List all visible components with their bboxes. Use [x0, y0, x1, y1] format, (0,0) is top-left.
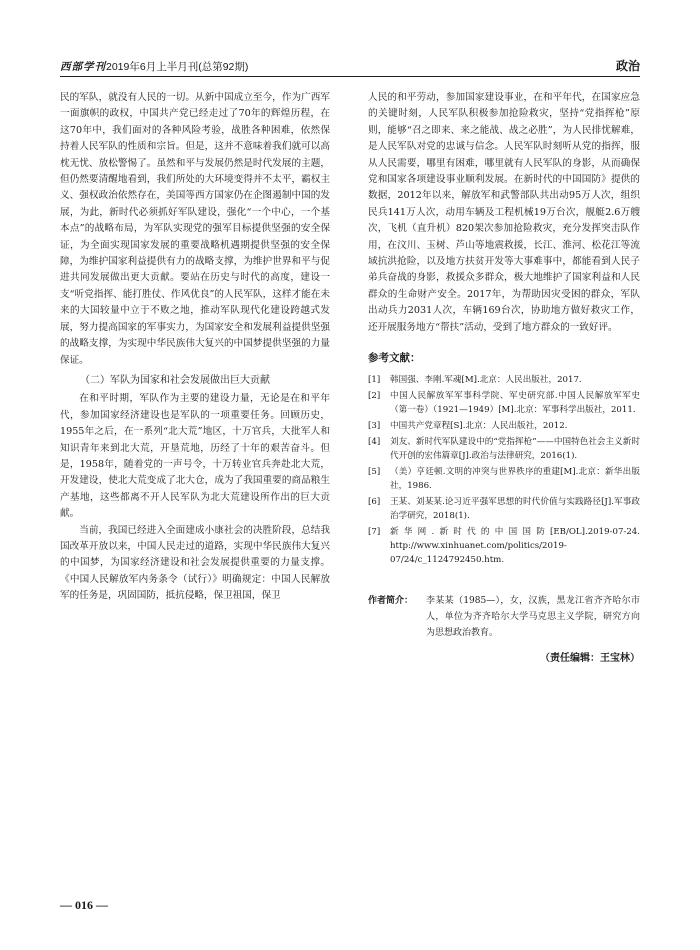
page-header: [60, 52, 640, 74]
reference-text: 韩国强、李刚.军魂[M].北京：人民出版社，2017.: [390, 374, 582, 385]
reference-text: 中国共产党章程[S].北京：人民出版社，2012.: [390, 420, 568, 431]
reference-number: [2]: [368, 390, 381, 401]
issue-info: 2019年6月上半月刊(总第92期): [106, 61, 249, 73]
reference-item: [368, 495, 640, 523]
right-paragraph-1: 人民的和平劳动，参加国家建设事业，在和平年代，在国家应急的关键时刻，人民军队积极参加抢险救灾，坚持“党指挥枪”原则，能够“召之即来、来之能战、战之必胜”，为人民排忧解难，是人民军队对党的忠诚与信念。人民军队时刻听从党的指挥，服从人民需要，哪里有困难，哪里就有人民军队的身影，从而确保党和国家各项建设事业顺利发展。在新时代的中国国防》提供的数据，2012年以来，解放军和武警部队共出动95万人次，组织民兵141万人次，动用车辆及工程机械19万台次，舰艇2.6万艘次，飞机（直升机）820架次参加抢险救灾，充分发挥突击队作用，在汶川、玉树、芦山等地震救援，长江、淮河、松花江等流域抗洪抢险，以及地方扶贫开发等大事难事中，都能看到人民子弟兵奋战的身影，救援众多群众，极大地维护了国家利益和人民群众的生命财产安全。2017年，为帮助因灾受困的群众，军队出动兵力2031人次，车辆169台次，协助地方做好救灾工作，还开展服务地方“帮扶”活动，受到了地方群众的一致好评。: [368, 92, 640, 333]
reference-number: [6]: [368, 496, 381, 507]
left-paragraph-3: 当前，我国已经进入全面建成小康社会的决胜阶段，总结我国改革开放以来，中国人民走过的道路，实现中华民族伟大复兴的中国梦，为国家经济建设和社会发展提供重要的力量支撑。《中国人民解放军内务条令（试行）》明确规定：中国人民解放军的任务是，巩固国防，抵抗侵略，保卫祖国，保卫: [60, 524, 330, 602]
left-paragraph-2: 在和平时期，军队作为主要的建设力量，无论是在和平年代，参加国家经济建设也是军队的一项重要任务。回顾历史，1955年之后，在一系列“北大荒”地区，十万官兵，大批军人和知识青年来到北大荒，开垦荒地，历经了十年的艰苦奋斗。但是，1958年，随着党的一声号令，十万转业官兵奔赴北大荒，开发建设，使北大荒变成了北大仓，成为了我国重要的商品粮生产基地，这些都离不开人民军队为北大荒建设所作出的巨大贡献。: [60, 393, 330, 520]
responsible-editor: （责任编辑：王宝林）: [540, 652, 640, 664]
reference-item: [368, 435, 640, 463]
reference-number: [1]: [368, 374, 381, 385]
reference-text: 中国人民解放军军事科学院、军史研究部.中国人民解放军军史（第一卷）（1921—1949）[M].北京：军事科学出版社，2011.: [390, 390, 640, 415]
reference-item: [368, 373, 640, 387]
reference-number: [5]: [368, 466, 381, 477]
right-column: [368, 90, 640, 667]
author-bio: [368, 593, 640, 641]
left-column: [60, 90, 330, 605]
references-title: 参考文献：: [368, 352, 421, 365]
reference-text: 新华网.新时代的中国国防[EB/OL].2019-07-24. http://www.xinhuanet.com/politics/2019-07/24/c_1124792450.htm.: [390, 526, 640, 565]
reference-text: 刘友、新时代军队建设中的“党指挥枪”——中国特色社会主义新时代开创的宏伟篇章[J].政治与法律研究，2016(1).: [390, 436, 640, 461]
reference-number: [4]: [368, 436, 381, 447]
reference-number: [7]: [368, 526, 381, 537]
reference-item: [368, 419, 640, 433]
journal-name: 西部学刊: [60, 61, 106, 73]
page-number: — 016 —: [60, 898, 108, 912]
header-rule: [60, 76, 640, 77]
references-list: [368, 373, 640, 567]
reference-item: [368, 465, 640, 493]
reference-text: （美）亨廷顿.文明的冲突与世界秩序的重建[M].北京：新华出版社，1986.: [390, 466, 640, 491]
left-paragraph-1: 民的军队，就没有人民的一切。从新中国成立至今，作为广西军一面旗帜的政权，中国共产党已经走过了70年的辉煌历程，在这70年中，我们面对的各种风险考验，战胜各种困难，依然保持着人民军队的性质和宗旨。但是，这并不意味着我们就可以高枕无忧、放松警惕了。虽然和平与发展仍然是时代发展的主题，但仍然要清醒地看到，我们所处的大环境变得并不太平，霸权主义、强权政治依然存在，美国等西方国家仍在企图遏制中国的发展，为此，新时代必须抓好军队建设，强化“一个中心，一个基本点”的战略布局，为军队实现党的强军目标提供坚强的安全保证，为全面实现国家发展的重要战略机遇期提供坚强的安全保障，为维护国家利益提供有力的战略支撑，为维护世界和平与促进共同发展做出更大贡献。要站在历史与时代的高度，建设一支“听党指挥、能打胜仗、作风优良”的人民军队，这样才能在未来的大国较量中立于不败之地，推动军队现代化建设跨越式发展，努力提高国家的军事实力，为国家安全和发展利益提供坚强的战略支撑，为实现中华民族伟大复兴的中国梦提供坚强的力量保证。: [60, 92, 330, 366]
left-subheading: （二）军队为国家和社会发展做出巨大贡献: [80, 374, 270, 386]
reference-item: [368, 389, 640, 417]
author-bio-text: 李某某（1985—），女，汉族，黑龙江省齐齐哈尔市人，单位为齐齐哈尔大学马克思主义学院，研究方向为思想政治教育。: [426, 595, 640, 638]
section-label: 政治: [615, 59, 640, 73]
reference-text: 王某、刘某某.论习近平强军思想的时代价值与实践路径[J].军事政治学研究，2018(1).: [390, 496, 640, 521]
reference-number: [3]: [368, 420, 381, 431]
reference-item: [368, 525, 640, 567]
author-bio-label: 作者简介：: [368, 595, 414, 606]
